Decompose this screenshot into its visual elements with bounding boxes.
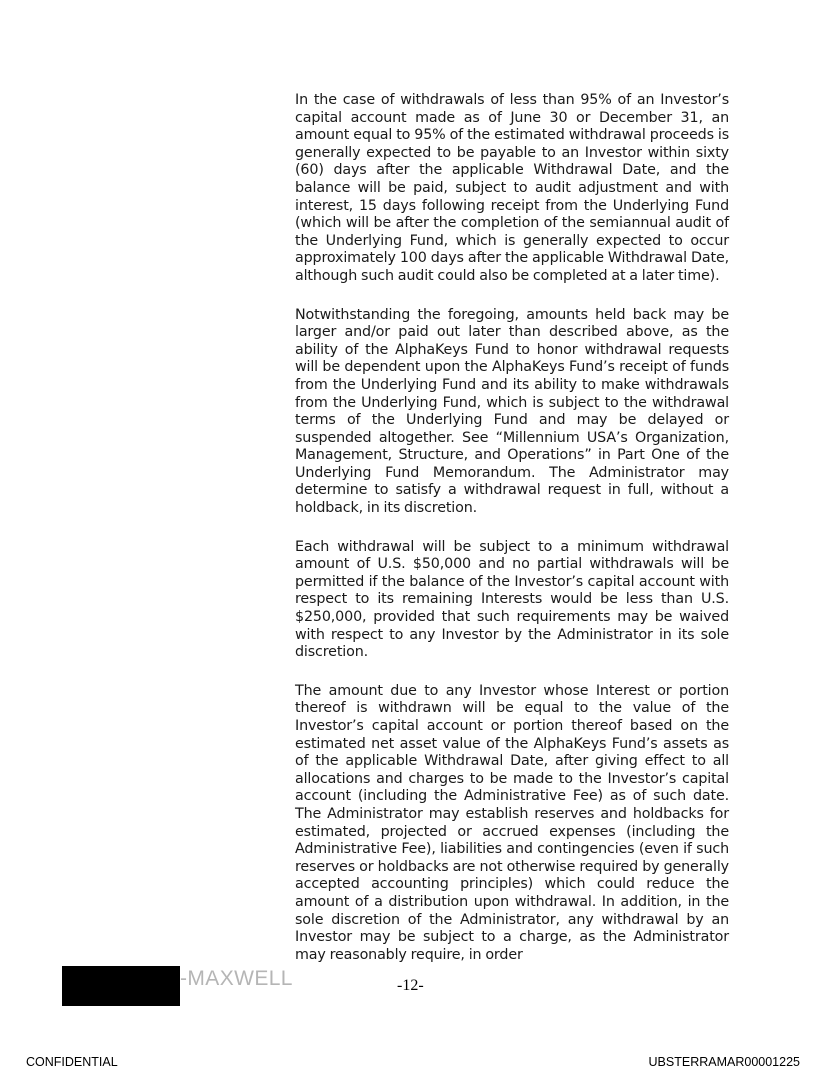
- paragraph-holdback-notice: Notwithstanding the foregoing, amounts held back may be larger and/or paid out later than described above, as the ability of the AlphaKeys Fund to honor withdrawal requests will be dependent upon the AlphaKeys Fund’s receipt of funds from the Underlying Fund and its ability to make withdrawals from the Underlying Fund, which is subject to the withdrawal terms of the Underlying Fund and may be delayed or suspended altogether. See “Millennium USA’s Organization, Management, Structure, and Operations” in Part One of the Underlying Fund Memorandum. The Administrator may determine to satisfy a withdrawal request in full, without a holdback, in its discretion.: [295, 306, 729, 517]
- document-body: [295, 92, 729, 985]
- paragraph-withdrawal-timing: In the case of withdrawals of less than 95% of an Investor’s capital account made as of June 30 or December 31, an amount equal to 95% of the estimated withdrawal proceeds is generally expected to be payable to an Investor within sixty (60) days after the applicable Withdrawal Date, and the balance will be paid, subject to audit adjustment and with interest, 15 days following receipt from the Underlying Fund (which will be after the completion of the semiannual audit of the Underlying Fund, which is generally expected to occur approximately 100 days after the applicable Withdrawal Date, although such audit could also be completed at a later time).: [295, 92, 729, 284]
- paragraph-amount-due: The amount due to any Investor whose Interest or portion thereof is withdrawn will be equal to the value of the Investor’s capital account or portion thereof based on the estimated net asset value of the AlphaKeys Fund’s assets as of the applicable Withdrawal Date, after giving effect to all allocations and charges to be made to the Investor’s capital account (including the Administrative Fee) as of such date. The Administrator may establish reserves and holdbacks for estimated, projected or accrued expenses (including the Administrative Fee), liabilities and contingencies (even if such reserves or holdbacks are not otherwise required by generally accepted accounting principles) which could reduce the amount of a distribution upon withdrawal. In addition, in the sole discretion of the Administrator, any withdrawal by an Investor may be subject to a charge, as the Administrator may reasonably require, in order: [295, 682, 729, 963]
- confidential-label: CONFIDENTIAL: [26, 1055, 118, 1069]
- bates-stamp-label: -MAXWELL: [180, 967, 293, 990]
- bates-number: UBSTERRAMAR00001225: [648, 1055, 800, 1069]
- paragraph-minimum-withdrawal: Each withdrawal will be subject to a minimum withdrawal amount of U.S. $50,000 and no partial withdrawals will be permitted if the balance of the Investor’s capital account with respect to its remaining Interests would be less than U.S. $250,000, provided that such requirements may be waived with respect to any Investor by the Administrator in its sole discretion.: [295, 538, 729, 661]
- redaction-box: [62, 966, 180, 1006]
- page-number: -12-: [397, 977, 424, 994]
